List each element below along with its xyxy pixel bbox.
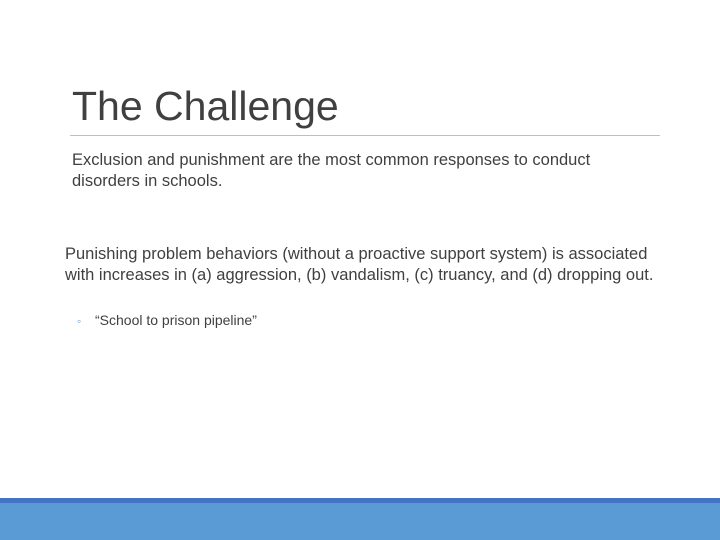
paragraph-exclusion: Exclusion and punishment are the most common responses to conduct disorders in schools.: [72, 151, 591, 190]
sub-bullet-item: [77, 311, 257, 330]
bullet-circle-icon: ◦: [77, 314, 82, 328]
title-underline: [70, 135, 660, 136]
slide-title: The Challenge: [72, 83, 339, 129]
footer-band: [0, 503, 720, 540]
paragraph-punishing: Punishing problem behaviors (without a proactive support system) is associated with increases in (a) aggression, (b) vandalism, (c) truancy, and (d) dropping out.: [65, 245, 654, 284]
sub-bullet-text: “School to prison pipeline”: [95, 312, 257, 328]
